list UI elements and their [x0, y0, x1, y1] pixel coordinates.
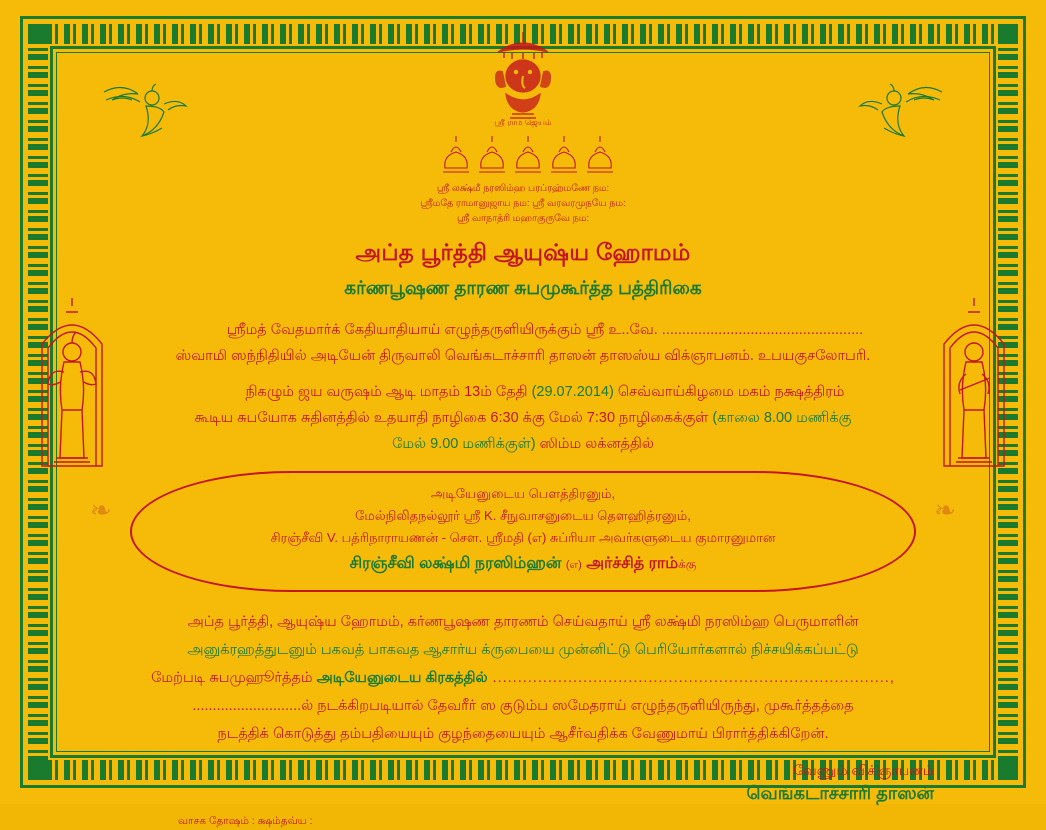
paisley-swirl-icon: ❧: [90, 495, 112, 525]
muhurtham-line-3-green: மேல் 9.00 மணிக்குள்): [392, 436, 536, 452]
body-paragraph: [84, 608, 962, 748]
muhurtham-seg-1: நிகழும் ஜய வருஷம் ஆடி மாதம் 13ம் தேதி: [245, 384, 532, 400]
signoff-block: [70, 762, 976, 806]
mantra-line-2: ஸ்ரீமதே ராமானுஜாய நம: ஸ்ரீ வரவரமுநயே நம:: [420, 198, 626, 209]
body-line-2: அனுக்ரஹத்துடனும் பகவத் பாகவத ஆசார்ய க்ருபையை முன்னிட்டு பெரியோர்களால் நிச்சயிக்கப்பட்டு: [187, 642, 859, 658]
title-line-2: கர்ணபூஷண தாரண சுபமுகூர்த்த பத்திரிகை: [344, 277, 702, 298]
border-corner-top-right: [998, 24, 1018, 44]
border-corner-bottom-left: [28, 760, 48, 780]
body-line-5: நடத்திக் கொடுத்து தம்பதியையும் குழந்தையையும் ஆசீர்வதிக்க வேணுமாய் பிரார்த்திக்கிறேன்.: [217, 726, 829, 742]
title-line-1: அப்த பூர்த்தி ஆயுஷ்ய ஹோமம்: [355, 239, 691, 265]
body-line-4: ...........................ல் நடக்கிறபடியால் தேவரீர் ஸ குடும்ப ஸமேதராய் எழுந்தருளியிருந்து, முகூர்த்தத்தை: [192, 698, 854, 714]
signoff-line-1: வேணும் விக்ஞாபனம்: [793, 762, 934, 778]
signoff-name: வெங்கடாச்சாரி தாஸன்: [746, 783, 934, 803]
mantra-line-1: ஸ்ரீ லக்ஷ்மீ நரஸிம்ஹ பரப்ரஹ்மணே நம:: [436, 183, 610, 194]
muhurtham-line-2: கூடிய சுபயோக சுதினத்தில் உதயாதி நாழிகை 6:30 க்கு மேல் 7:30 நாழிகைக்குள்: [194, 410, 709, 426]
kalash-pots-icon: [70, 132, 976, 176]
name-separator: (எ): [565, 559, 582, 571]
paisley-swirl-icon: ❧: [934, 495, 956, 525]
intro-paragraph: [88, 317, 958, 369]
footer-row: [70, 806, 976, 830]
mantra-line-3: ஸ்ரீ வாநாத்ரி மஹாகுருவே நம:: [456, 213, 590, 224]
body-line-3-dots: ...............................................................................,: [487, 670, 895, 686]
intro-line-2: ஸ்வாமி ஸந்நிதியில் அடியேன் திருவாலி வெங்கடாச்சாரி தாஸன் தாஸஸ்ய விக்ஞாபனம். உபயகுசலோபரி.: [175, 348, 871, 364]
child-name-secondary: அர்ச்சித் ராம்: [586, 555, 679, 572]
border-corner-top-left: [28, 24, 48, 44]
muhurtham-seg-2: செவ்வாய்கிழமை மகம் நக்ஷத்திரம்: [613, 384, 845, 400]
oval-line-1: அடியேனுடைய பௌத்திரனும்,: [430, 486, 616, 501]
muhurtham-paragraph: [88, 379, 958, 457]
top-caption: ஸ்ரீ ராம ஜெயம்: [494, 118, 552, 127]
child-name-primary: சிரஞ்சீவி லக்ஷ்மி நரஸிம்ஹன்: [349, 555, 562, 572]
oval-line-2: மேல்நிலிதநல்லூர் ஸ்ரீ K. சீநுவாசனுடைய தௌஹித்ரனும்,: [355, 508, 691, 523]
intro-line-1: ஸ்ரீமத் வேதமார்க் கேதியாதியாய் எழுந்தருளியிருக்கும் ஸ்ரீ உ..வே. ..................................................: [226, 322, 864, 338]
body-line-3-highlight: அடியேனுடைய கிரகத்தில்: [316, 670, 488, 686]
muhurtham-line-2-green: (காலை 8.00 மணிக்கு: [712, 410, 852, 426]
border-corner-bottom-right: [998, 760, 1018, 780]
card-content: [70, 118, 976, 830]
muhurtham-line-3-red: ஸிம்ம லக்னத்தில்: [535, 436, 654, 452]
oval-child-names: [172, 551, 874, 578]
footnote: வாசக தோஷம் : க்ஷம்தவ்ய :: [178, 815, 313, 827]
oval-line-3: சிரஞ்சீவி V. பத்ரிநாராயணன் - சௌ. ஸ்ரீமதி (எ) சுப்ரியா அவர்களுடைய குமாரனுமான: [270, 530, 776, 545]
body-line-1: அப்த பூர்த்தி, ஆயுஷ்ய ஹோமம், கர்ணபூஷண தாரணம் செய்வதாய் ஸ்ரீ லக்ஷ்மி நரஸிம்ஹ பெருமாளின்: [187, 614, 859, 630]
family-oval-block: [90, 471, 956, 592]
body-line-3-red: மேற்படி சுபமுஹூர்த்தம்: [151, 670, 317, 686]
muhurtham-date: (29.07.2014): [531, 384, 614, 400]
family-oval: [130, 471, 916, 592]
child-name-suffix: க்கு: [678, 557, 697, 571]
ganesha-umbrella-icon: [468, 28, 578, 124]
